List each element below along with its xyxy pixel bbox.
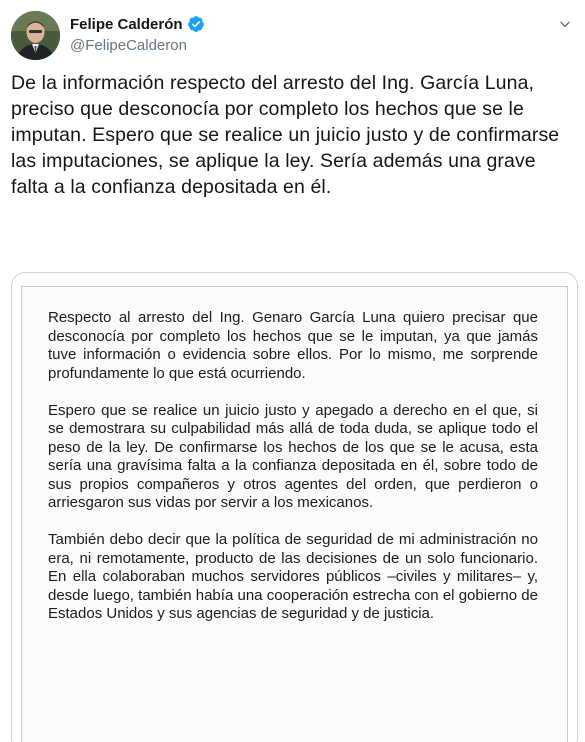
chevron-down-icon[interactable] [554,13,576,35]
statement-document [21,286,568,742]
statement-text [48,309,538,642]
verified-badge-icon [187,15,205,33]
author-handle[interactable]: @FelipeCalderon [70,37,187,54]
avatar[interactable] [11,11,60,60]
tweet-text: De la información respecto del arresto del Ing. García Luna, preciso que desconocía por completo los hechos que se le imputan. Espero que se realice un juicio justo y de confirmarse las imputaciones, se aplique la ley. Sería además una grave falta a la confianza depositada en él. [11,72,560,198]
avatar-image [11,11,60,60]
statement-paragraph: También debo decir que la política de seguridad de mi administración no era, ni remotamente, producto de las decisiones de un solo funcionario. En ella colaboraban muchos servidores públicos –civiles y militares– y, desde luego, también había una cooperación estrecha con el gobierno de Estados Unidos y sus agencias de seguridad y de justicia. [48,531,538,622]
user-info[interactable] [70,14,205,54]
statement-paragraph: Espero que se realice un juicio justo y apegado a derecho en el que, si se demostrara su culpabilidad más allá de toda duda, se aplique todo el peso de la ley. De confirmarse los hechos de los que se le acusa, esta sería una gravísima falta a la confianza depositada en él, sobre todo de sus propios compañeros y otros agentes del orden, que perdieron o arriesgaron sus vidas por servir a los mexicanos. [48,401,538,511]
tweet-header [11,11,576,61]
statement-paragraph: Respecto al arresto del Ing. Genaro García Luna quiero precisar que desconocía por completo los hechos que se le imputan, ya que jamás tuve información o evidencia sobre ellos. Por lo mismo, me sorprende profundamente lo que está ocurriendo. [48,309,538,382]
attached-image[interactable] [11,272,578,742]
author-name[interactable]: Felipe Calderón [70,15,183,33]
